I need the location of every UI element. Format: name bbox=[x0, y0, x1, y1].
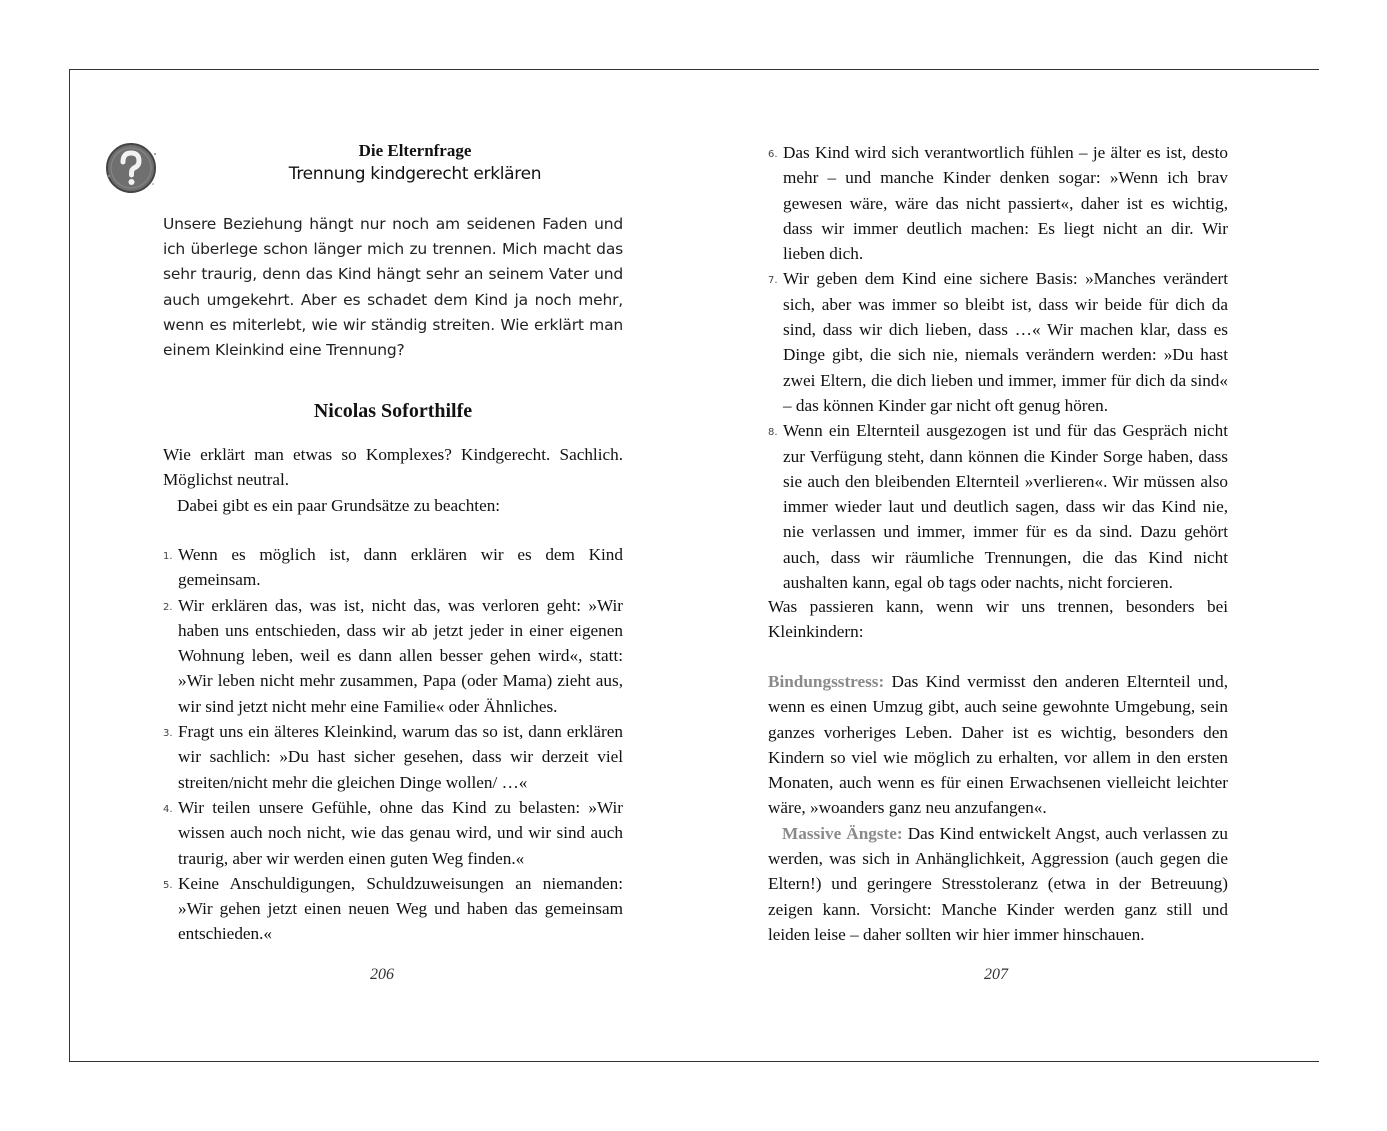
book-spread bbox=[69, 69, 1319, 1062]
page-number-right: 207 bbox=[984, 966, 1008, 983]
principles-list-left bbox=[163, 542, 623, 947]
box-header bbox=[220, 140, 610, 186]
consequences-intro: Was passieren kann, wenn wir uns trennen, besonders bei Kleinkindern: bbox=[768, 597, 1228, 642]
answer-intro bbox=[163, 442, 623, 518]
list-item: 4. Wir teilen unsere Gefühle, ohne das Kind zu belasten: »Wir wissen auch noch nicht, wie das genau wird, und wir sind auch traurig, aber wir werden einen guten Weg finden.« bbox=[163, 797, 623, 868]
consequences-section bbox=[768, 669, 1228, 947]
parent-question: Unsere Beziehung hängt nur noch am seidenen Faden und ich überlege schon länger mich zu trennen. Mich macht das sehr traurig, denn das Kind hängt sehr an seinem Vater und auch umgekehrt. Aber es schadet dem Kind ja noch mehr, wenn es miterlebt, wie wir ständig streiten. Wie erklärt man einem Kleinkind eine Trennung? bbox=[163, 215, 623, 360]
list-item: 5. Keine Anschuldigungen, Schuldzuweisungen an niemanden: »Wir gehen jetzt einen neuen Weg und haben das gemeinsam entschieden.« bbox=[163, 873, 623, 944]
principles-list-right bbox=[768, 140, 1228, 595]
list-item: 8. Wenn ein Elternteil ausgezogen ist und für das Gespräch nicht zur Verfügung steht, dann können die Kinder Sorge haben, dass sie auch den bleibenden Elternteil »verlieren«. Wir müssen also immer wieder laut und deutlich sagen, dass wir das Kind nie, nie verlassen und immer, immer für es da sind. Dazu gehört auch, dass wir räumliche Trennungen, die das Kind nicht aushalten kann, egal ob tags oder nachts, nicht forcieren. bbox=[768, 421, 1228, 593]
list-item: 7. Wir geben dem Kind eine sichere Basis: »Manches verändert sich, aber was immer so bleibt ist, dass wir beide für dich da sind, dass wir dich lieben, dass …« Wir machen klar, dass es Dinge gibt, die sich nie, niemals verändern werden: »Du hast zwei Eltern, die dich lieben und immer, immer für dich da sind« – das können Kinder gar nicht oft genug hören. bbox=[768, 269, 1228, 415]
list-item: 1. Wenn es möglich ist, dann erklären wir es dem Kind gemeinsam. bbox=[163, 545, 623, 590]
term-paragraph-bindungsstress: Bindungsstress: Das Kind vermisst den anderen Elternteil und, wenn es einen Umzug gibt, auch seine gewohnte Umgebung, sein ganzes vorheriges Leben. Daher ist es wichtig, besonders den Kindern so viel wie möglich zu erhalten, vor allem in den ersten Monaten, auch wenn es für einen Erwachsenen vielleicht leichter wäre, »woanders ganz neu anzufangen«. bbox=[768, 672, 1228, 818]
term-paragraph-aengste: Massive Ängste: Das Kind entwickelt Angst, auch verlassen zu werden, was sich in Anhänglichkeit, Aggression (auch gegen die Eltern!) und geringere Stresstoleranz (etwa in der Betreuung) zeigen kann. Vorsicht: Manche Kinder werden ganz still und leiden leise – daher sollten wir hier immer hinschauen. bbox=[768, 823, 1228, 944]
box-title: Die Elternfrage bbox=[358, 141, 472, 160]
answer-heading: Nicolas Soforthilfe bbox=[313, 400, 473, 422]
intro-paragraph-2: Dabei gibt es ein paar Grundsätze zu beachten: bbox=[177, 495, 501, 515]
list-item: 6. Das Kind wird sich verantwortlich fühlen – je älter es ist, desto mehr – und manche Kinder denken sogar: »Wenn ich brav gewesen wäre, wäre das nicht passiert«, daher ist es wichtig, dass wir immer deutlich machen: Es liegt nicht an dir. Wir lieben dich. bbox=[768, 143, 1228, 264]
box-subtitle: Trennung kindgerecht erklären bbox=[288, 164, 542, 184]
question-mark-icon bbox=[103, 140, 159, 196]
term-label: Massive Ängste: bbox=[782, 823, 903, 843]
page-number-left: 206 bbox=[370, 966, 394, 983]
term-label: Bindungsstress: bbox=[768, 672, 885, 691]
list-item: 2. Wir erklären das, was ist, nicht das, was verloren geht: »Wir haben uns entschieden, dass wir ab jetzt jeder in einer eigenen Wohnung leben, weil es dann allen besser gehen wird«, statt: »Wir leben nicht mehr zusammen, Papa (oder Mama) zieht aus, wir sind jetzt nicht mehr eine Familie« oder Ähnliches. bbox=[163, 595, 623, 716]
list-item: 3. Fragt uns ein älteres Kleinkind, warum das so ist, dann erklären wir sachlich: »Du hast sicher gesehen, dass wir derzeit viel streiten/nicht mehr die gleichen Dinge wollen/ …« bbox=[163, 722, 623, 792]
intro-paragraph-1: Wie erklärt man etwas so Komplexes? Kindgerecht. Sachlich. Möglichst neutral. bbox=[163, 445, 623, 490]
